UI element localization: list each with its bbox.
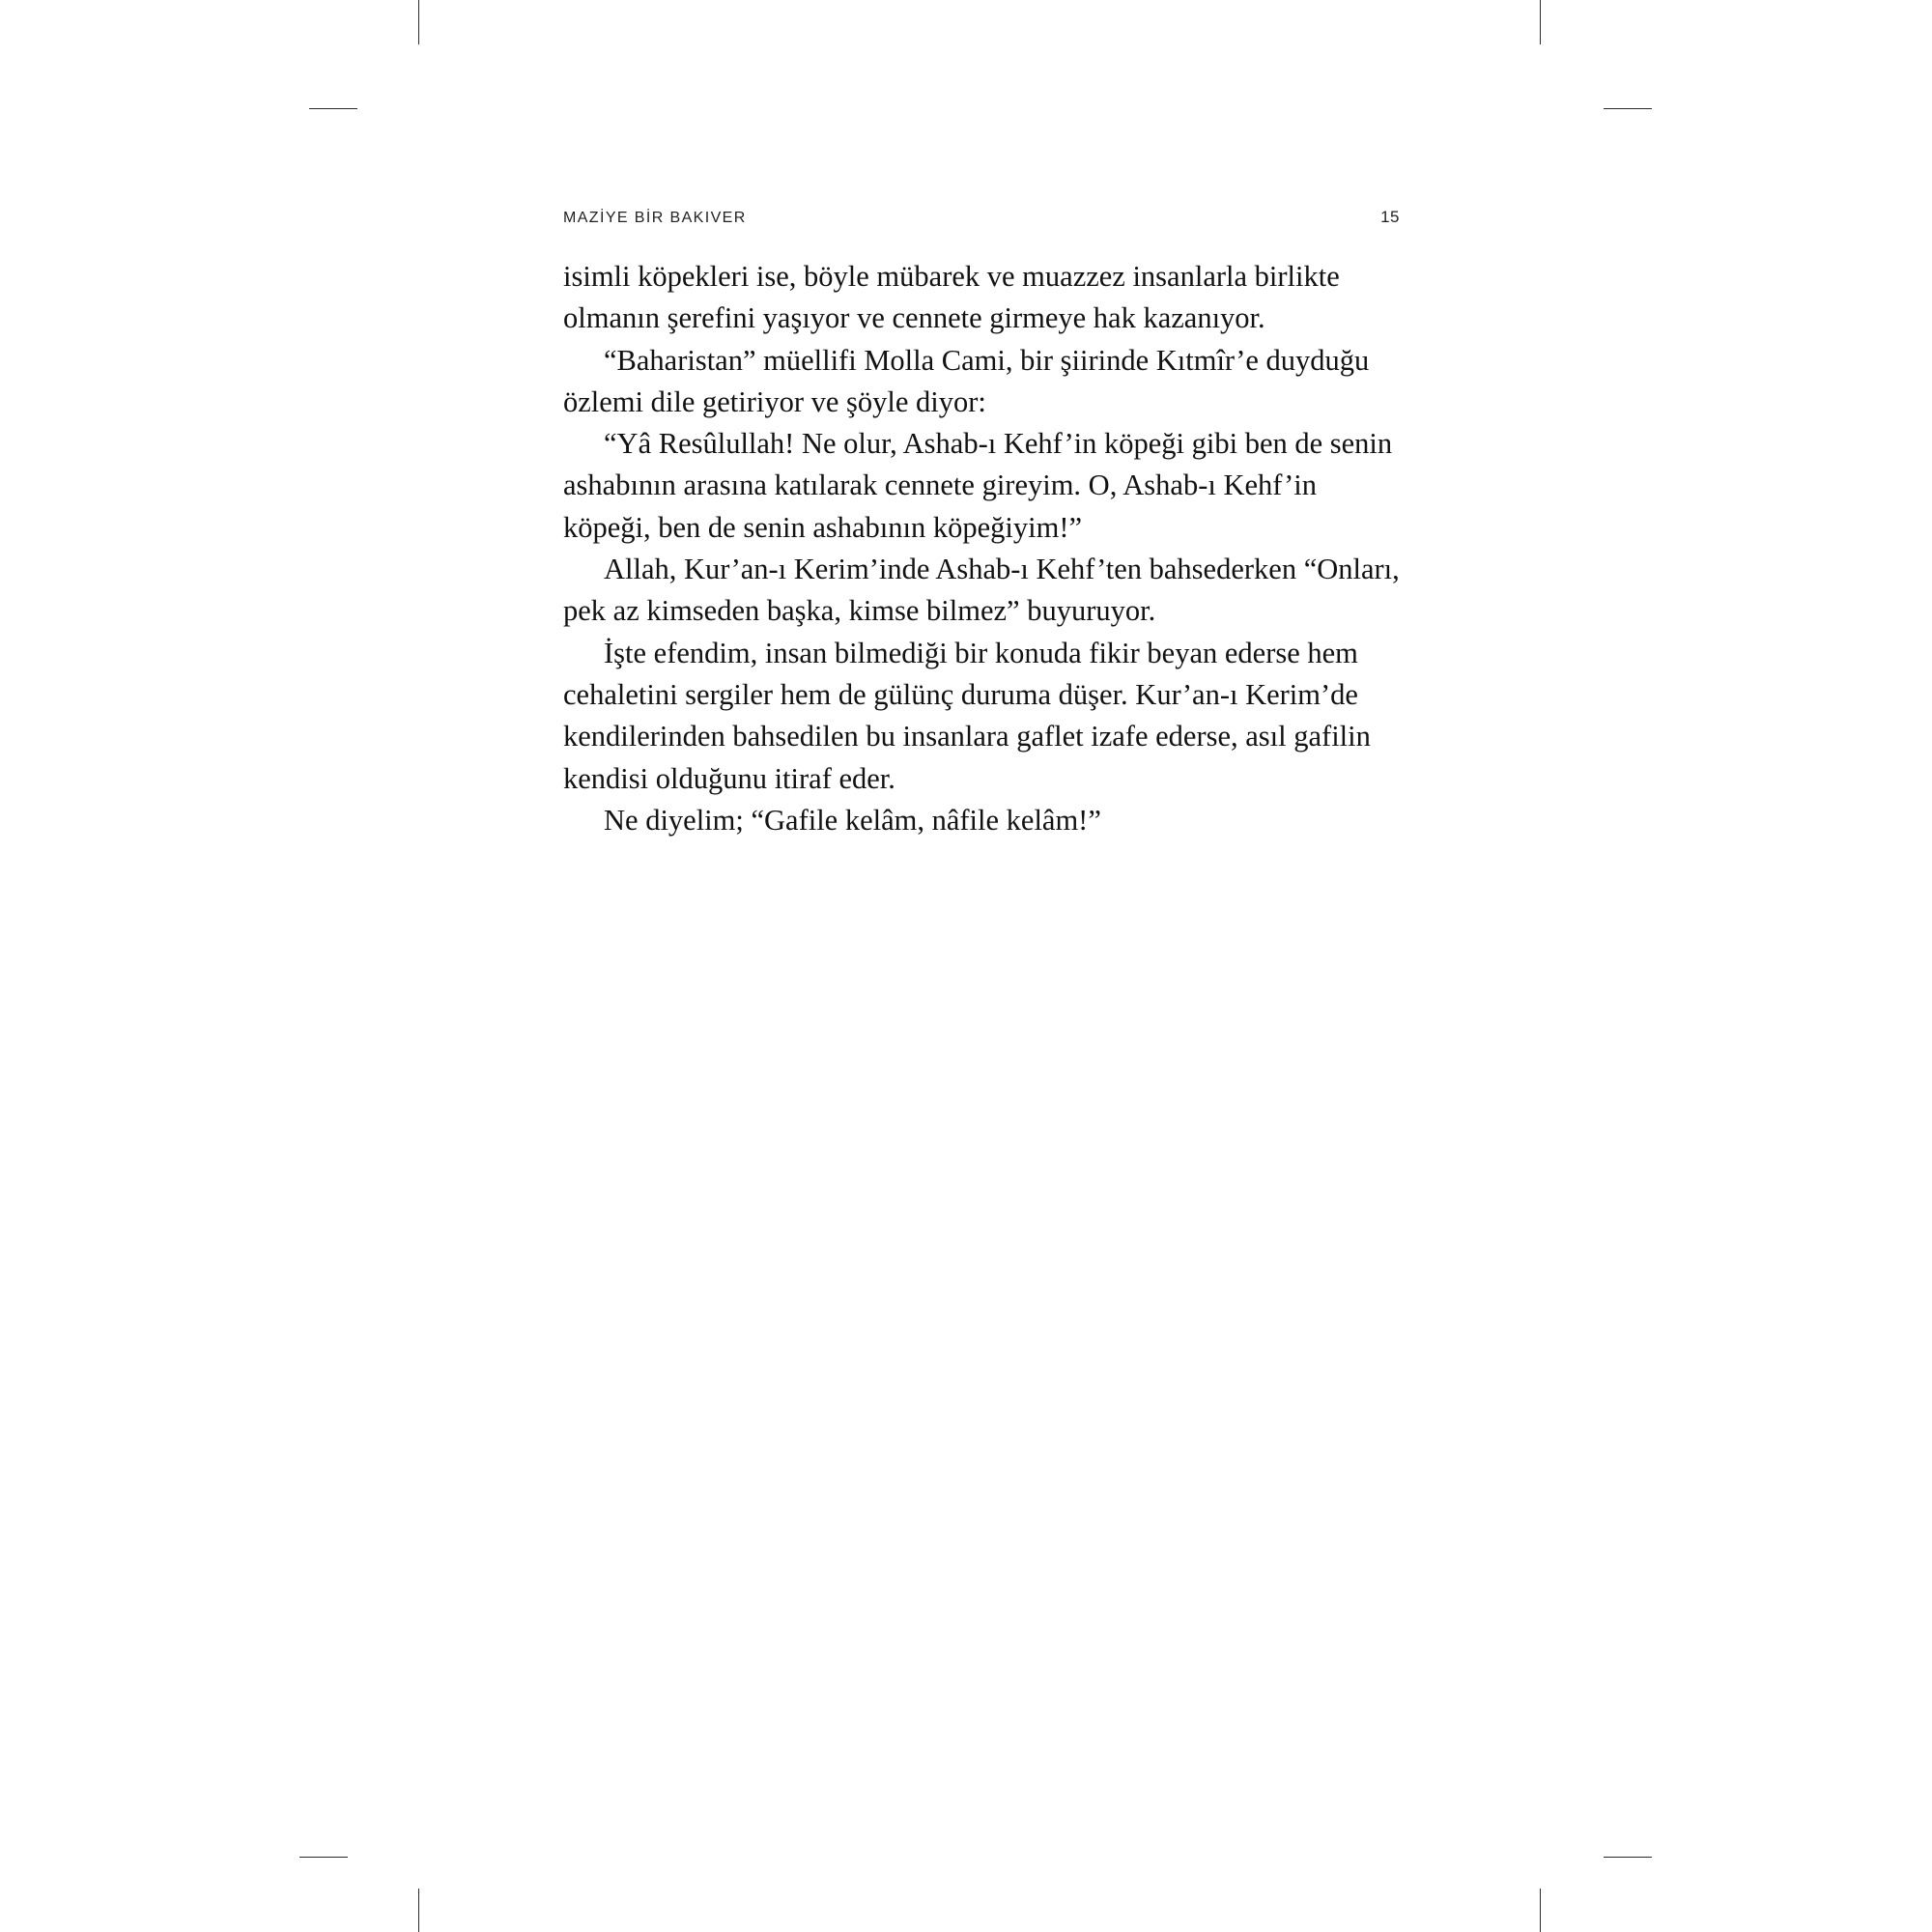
paragraph: “Baharistan” müellifi Molla Cami, bir şiirinde Kıtmîr’e duyduğu özlemi dile getiriyor ve şöyle diyor: bbox=[563, 343, 1370, 418]
crop-mark-lower-right-h bbox=[1604, 1857, 1652, 1858]
paragraph: Allah, Kur’an-ı Kerim’inde Ashab-ı Kehf’ten bahsederken “Onları, pek az kimseden başka, kimse bilmez” buyuruyor. bbox=[563, 553, 1400, 628]
crop-mark-upper-left-h bbox=[309, 108, 357, 109]
text-column bbox=[563, 208, 1400, 841]
paragraph: İşte efendim, insan bilmediği bir konuda fikir beyan ederse hem cehaletini sergiler hem de gülünç duruma düşer. Kur’an-ı Kerim’de kendilerinden bahsedilen bu insanlara gaflet izafe ederse, asıl gafilin kendisi olduğunu itiraf eder. bbox=[563, 636, 1371, 795]
paragraph: isimli köpekleri ise, böyle mübarek ve muazzez insanlarla birlikte olmanın şerefini yaşıyor ve cennete girmeye hak kazanıyor. bbox=[563, 260, 1340, 335]
paragraph: “Yâ Resûlullah! Ne olur, Ashab-ı Kehf’in köpeği gibi ben de senin ashabının arasına katılarak cennete gireyim. O, Ashab-ı Kehf’in köpeği, ben de senin ashabının köpeğiyim!” bbox=[563, 427, 1393, 544]
crop-mark-upper-right-h bbox=[1604, 108, 1652, 109]
crop-mark-top-left bbox=[418, 0, 419, 44]
crop-mark-bottom-left bbox=[418, 1889, 419, 1932]
running-head-title: MAZİYE BİR BAKIVER bbox=[563, 210, 747, 226]
body-copy bbox=[563, 256, 1400, 841]
crop-mark-top-right bbox=[1540, 0, 1541, 44]
paragraph: Ne diyelim; “Gafile kelâm, nâfile kelâm!” bbox=[604, 803, 1101, 837]
running-head bbox=[563, 208, 1400, 227]
page-number: 15 bbox=[1380, 208, 1400, 226]
crop-mark-lower-left-h bbox=[299, 1857, 348, 1858]
crop-mark-bottom-right bbox=[1540, 1889, 1541, 1932]
